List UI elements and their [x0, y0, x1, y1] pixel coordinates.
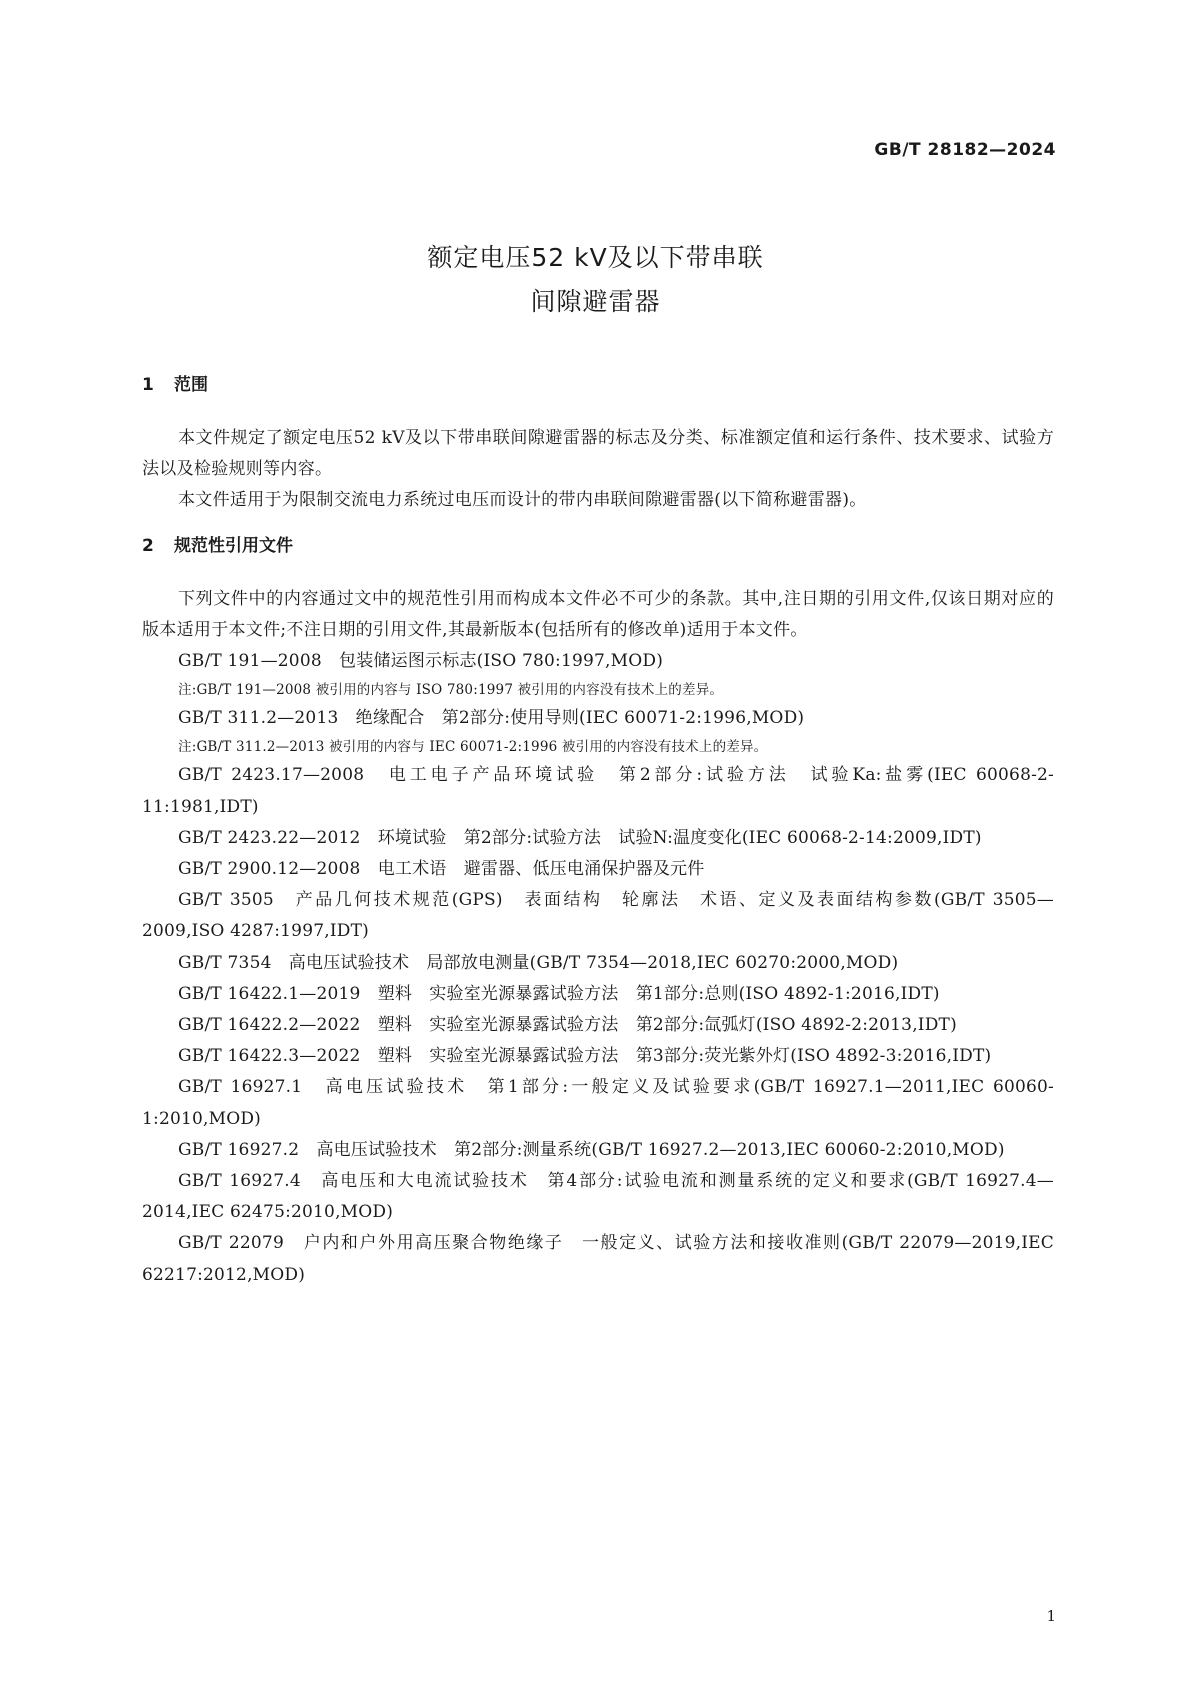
reference-item: GB/T 3505 产品几何技术规范(GPS) 表面结构 轮廓法 术语、定义及表面结构参数(GB/T 3505—2009,ISO 4287:1997,IDT) — [142, 890, 1054, 942]
reference-item: GB/T 2423.22—2012 环境试验 第2部分:试验方法 试验N:温度变化(IEC 60068-2-14:2009,IDT) — [178, 827, 982, 848]
page-number: 1 — [1046, 1607, 1056, 1625]
standard-number: GB/T 28182—2024 — [874, 140, 1056, 160]
reference-item: GB/T 7354 高电压试验技术 局部放电测量(GB/T 7354—2018,IEC 60270:2000,MOD) — [178, 952, 899, 973]
reference-item: GB/T 16927.1 高电压试验技术 第1部分:一般定义及试验要求(GB/T 16927.1—2011,IEC 60060-1:2010,MOD) — [142, 1077, 1054, 1129]
reference-item: GB/T 2900.12—2008 电工术语 避雷器、低压电涌保护器及元件 — [178, 859, 705, 880]
document-title — [0, 236, 1191, 324]
reference-item: GB/T 16422.1—2019 塑料 实验室光源暴露试验方法 第1部分:总则(ISO 4892-1:2016,IDT) — [178, 983, 940, 1004]
reference-note: 注:GB/T 311.2—2013 被引用的内容与 IEC 60071-2:1996 被引用的内容没有技术上的差异。 — [178, 739, 768, 756]
section-1-number: 1 — [142, 375, 154, 395]
reference-item: GB/T 16927.4 高电压和大电流试验技术 第4部分:试验电流和测量系统的定义和要求(GB/T 16927.4—2014,IEC 62475:2010,MOD) — [142, 1171, 1054, 1223]
section-2-number: 2 — [142, 535, 154, 556]
scope-paragraph-1: 本文件规定了额定电压52 kV及以下带串联间隙避雷器的标志及分类、标准额定值和运行条件、技术要求、试验方法以及检验规则等内容。 — [142, 428, 1054, 480]
scope-paragraph-2: 本文件适用于为限制交流电力系统过电压而设计的带内串联间隙避雷器(以下简称避雷器)。 — [178, 490, 867, 511]
reference-item: GB/T 16422.2—2022 塑料 实验室光源暴露试验方法 第2部分:氙弧灯(ISO 4892-2:2013,IDT) — [178, 1015, 957, 1036]
document-body — [142, 370, 1054, 1291]
title-line-1: 额定电压52 kV及以下带串联 — [427, 243, 764, 272]
title-line-2: 间隙避雷器 — [530, 287, 661, 316]
reference-item: GB/T 2423.17—2008 电工电子产品环境试验 第2部分:试验方法 试验Ka:盐雾(IEC 60068-2-11:1981,IDT) — [142, 765, 1054, 817]
section-1-title: 范围 — [174, 375, 208, 395]
reference-item: GB/T 191—2008 包装储运图示标志(ISO 780:1997,MOD) — [178, 651, 664, 672]
reference-note: 注:GB/T 191—2008 被引用的内容与 ISO 780:1997 被引用的内容没有技术上的差异。 — [178, 682, 724, 699]
section-2-heading — [142, 531, 1054, 562]
reference-item: GB/T 22079 户内和户外用高压聚合物绝缘子 一般定义、试验方法和接收准则(GB/T 22079—2019,IEC 62217:2012,MOD) — [142, 1233, 1054, 1285]
reference-item: GB/T 16422.3—2022 塑料 实验室光源暴露试验方法 第3部分:荧光紫外灯(ISO 4892-3:2016,IDT) — [178, 1046, 992, 1067]
section-1-heading — [142, 370, 1054, 401]
reference-item: GB/T 16927.2 高电压试验技术 第2部分:测量系统(GB/T 16927.2—2013,IEC 60060-2:2010,MOD) — [178, 1139, 1005, 1160]
references-intro: 下列文件中的内容通过文中的规范性引用而构成本文件必不可少的条款。其中,注日期的引用文件,仅该日期对应的版本适用于本文件;不注日期的引用文件,其最新版本(包括所有的修改单)适用于本文件。 — [142, 588, 1054, 640]
section-2-title: 规范性引用文件 — [174, 535, 293, 556]
reference-item: GB/T 311.2—2013 绝缘配合 第2部分:使用导则(IEC 60071-2:1996,MOD) — [178, 708, 805, 729]
